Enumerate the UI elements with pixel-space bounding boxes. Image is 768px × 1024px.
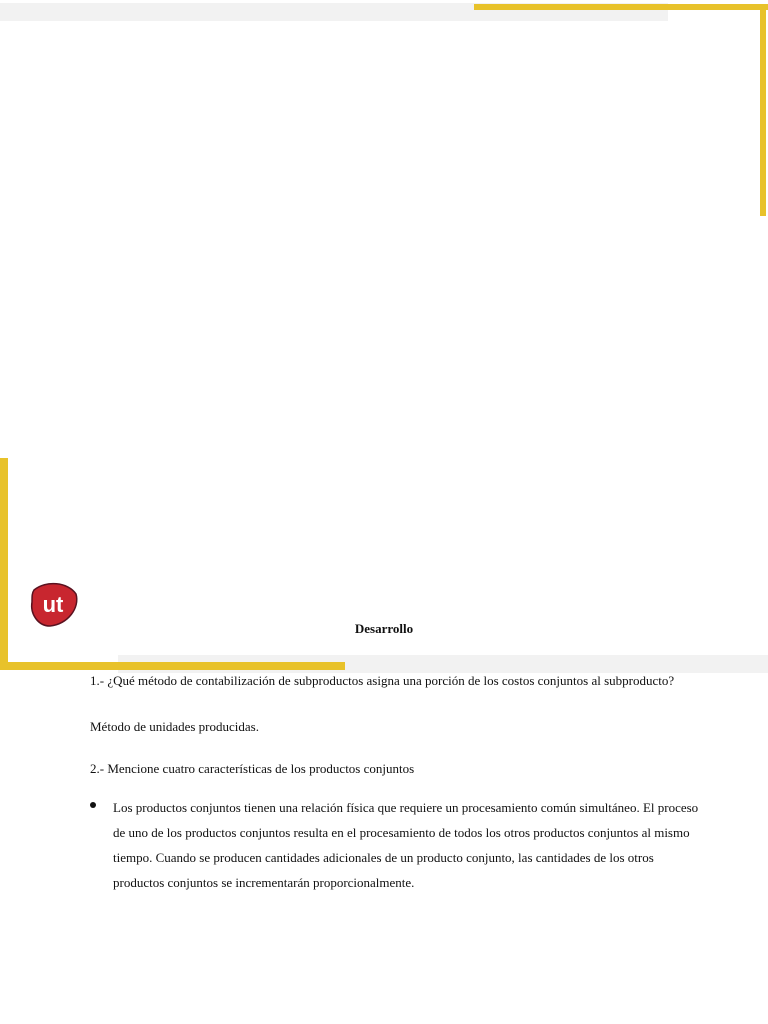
bullet-item-1: Los productos conjuntos tienen una relación física que requiere un procesamiento común simultáneo. El proceso de uno de los productos conjuntos resulta en el procesamiento de todos los otros productos conjuntos al mismo tiempo. Cuando se producen cantidades adicionales de un producto conjunto, las cantidades de los otros productos conjuntos se incrementarán proporcionalmente. bbox=[113, 800, 699, 890]
left-frame-line bbox=[0, 458, 8, 670]
question-2: 2.- Mencione cuatro características de los productos conjuntos bbox=[90, 761, 415, 776]
top-frame-line bbox=[474, 4, 768, 10]
answer-1: Método de unidades producidas. bbox=[90, 719, 259, 734]
logo-text: ut bbox=[42, 592, 64, 617]
question-1: 1.- ¿Qué método de contabilización de subproductos asigna una porción de los costos conjuntos al subproducto? bbox=[90, 673, 675, 688]
section-heading: Desarrollo bbox=[354, 621, 414, 636]
bullet-icon bbox=[90, 802, 98, 810]
right-frame-line bbox=[760, 4, 766, 216]
bottom-frame-line bbox=[0, 662, 345, 670]
